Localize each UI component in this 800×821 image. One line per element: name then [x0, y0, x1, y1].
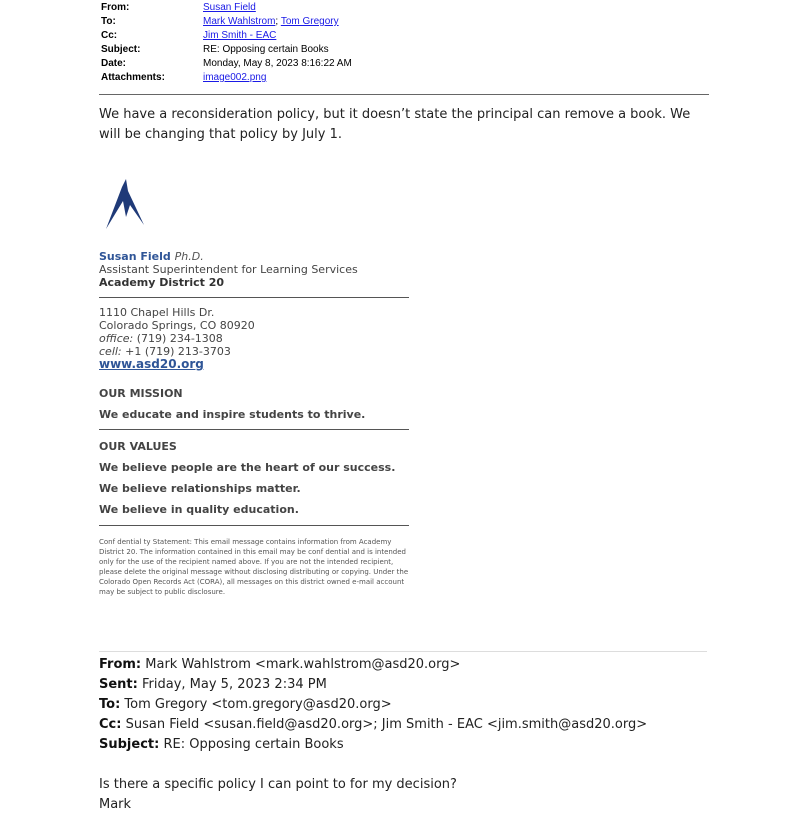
signature-divider-2: [99, 429, 409, 430]
signature-cell-value: +1 (719) 213-3703: [125, 345, 231, 358]
signature-cell-label: cell:: [99, 345, 122, 358]
forwarded-to-value: Tom Gregory <tom.gregory@asd20.org>: [124, 697, 392, 712]
forwarded-subject-row: [99, 735, 647, 755]
forwarded-cc-row: [99, 715, 647, 735]
signature-address-2: Colorado Springs, CO 80920: [99, 319, 255, 332]
forwarded-message-line: Is there a specific policy I can point to for my decision?: [99, 777, 457, 792]
forwarded-subject-label: Subject:: [99, 737, 160, 752]
header-divider: [99, 94, 709, 95]
forwarded-message-signoff: Mark: [99, 797, 132, 812]
signature-name: Susan Field: [99, 250, 171, 263]
forwarded-from-row: [99, 655, 647, 675]
forward-divider: [99, 651, 707, 652]
forwarded-sent-value: Friday, May 5, 2023 2:34 PM: [142, 677, 327, 692]
forwarded-to-label: To:: [99, 697, 121, 712]
forwarded-cc-value: Susan Field <susan.field@asd20.org>; Jim Smith - EAC <jim.smith@asd20.org>: [125, 717, 648, 732]
header-subject-value: RE: Opposing certain Books: [203, 44, 329, 55]
message-body: We have a reconsideration policy, but it doesn’t state the principal can remove a book. We will be changing that policy by July 1.: [99, 107, 691, 142]
header-to-link-1[interactable]: Mark Wahlstrom: [203, 16, 276, 27]
forwarded-sent-label: Sent:: [99, 677, 138, 692]
signature-divider-1: [99, 297, 409, 298]
values-heading: OUR VALUES: [99, 440, 177, 453]
header-cc-row: [101, 29, 352, 43]
header-date-row: [101, 57, 352, 71]
signature-title: Assistant Superintendent for Learning Services: [99, 263, 358, 276]
header-subject-row: [101, 43, 352, 57]
forwarded-to-row: [99, 695, 647, 715]
district-logo-icon: [104, 177, 146, 232]
forwarded-sent-row: [99, 675, 647, 695]
header-date-label: Date:: [101, 58, 127, 69]
header-from-label: From:: [101, 2, 130, 13]
header-to-link-2[interactable]: Tom Gregory: [280, 16, 339, 27]
signature-org: Academy District 20: [99, 276, 225, 289]
header-cc-label: Cc:: [101, 30, 118, 41]
signature-office-label: office:: [99, 332, 134, 345]
header-date-value: Monday, May 8, 2023 8:16:22 AM: [203, 58, 352, 69]
header-to-separator: ;: [275, 16, 281, 27]
forwarded-from-value: Mark Wahlstrom <mark.wahlstrom@asd20.org>: [145, 657, 461, 672]
value-item: We believe in quality education.: [99, 503, 299, 516]
header-subject-label: Subject:: [101, 44, 141, 55]
header-from-row: [101, 1, 352, 15]
confidentiality-statement: Conf dential ty Statement: This email message contains information from Academy District 20. The information contained in this email may be conf dential and is intended only for the use of the recipient named above. If you are not the intended recipient, please delete the original message without disclosing distributing or copying. Under the Colorado Open Records Act (CORA), all messages on this district owned e-mail account may be subject to public disclosure.: [99, 538, 409, 596]
value-item: We believe relationships matter.: [99, 482, 301, 495]
header-cc-link[interactable]: Jim Smith - EAC: [203, 30, 277, 41]
header-to-label: To:: [101, 16, 116, 27]
header-to-row: [101, 15, 352, 29]
value-item: We believe people are the heart of our success.: [99, 461, 396, 474]
email-header: [101, 1, 352, 85]
forwarded-from-label: From:: [99, 657, 142, 672]
signature-name-line: [99, 250, 204, 263]
signature-degree: Ph.D.: [174, 250, 204, 263]
forwarded-cc-label: Cc:: [99, 717, 122, 732]
forwarded-subject-value: RE: Opposing certain Books: [163, 737, 344, 752]
forwarded-message: [99, 775, 457, 815]
signature-office-value: (719) 234-1308: [136, 332, 223, 345]
signature-office: [99, 332, 223, 345]
header-attachments-row: [101, 71, 352, 85]
website-link[interactable]: www.asd20.org: [99, 357, 204, 371]
forwarded-header: [99, 655, 647, 755]
header-from-link[interactable]: Susan Field: [203, 2, 256, 13]
signature-website-line: [99, 358, 204, 371]
attachment-link[interactable]: image002.png: [203, 72, 267, 83]
signature-divider-3: [99, 525, 409, 526]
mission-heading: OUR MISSION: [99, 387, 183, 400]
mission-text: We educate and inspire students to thrive.: [99, 408, 366, 421]
header-attachments-label: Attachments:: [101, 72, 165, 83]
signature-address-1: 1110 Chapel Hills Dr.: [99, 306, 215, 319]
